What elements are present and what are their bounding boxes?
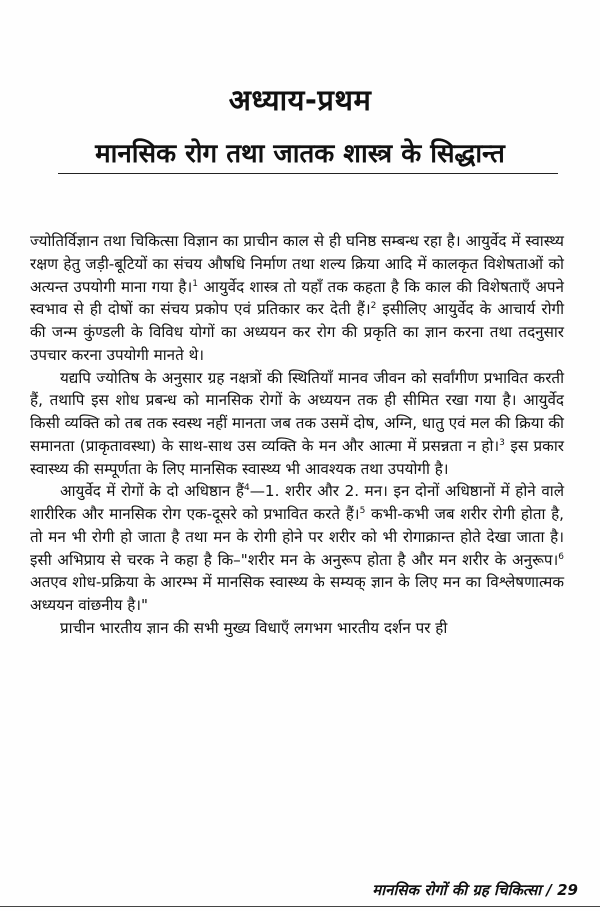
paragraph-3 xyxy=(30,480,564,617)
footnote-ref: 5 xyxy=(359,505,366,516)
footnote-ref: 1 xyxy=(192,278,198,289)
paragraph-text: —1. शरीर और 2. मन। इन दोनों अधिष्ठानों में होने वाले शारीरिक और मानसिक रोग एक-दूसरे को प्रभावित करते हैं। xyxy=(30,482,564,523)
paragraph-text: अतएव शोध-प्रक्रिया के आरम्भ में मानसिक स्वास्थ्य के सम्यक् ज्ञान के लिए मन का विश्लेषणात्मक अध्ययन वांछनीय है।" xyxy=(30,573,564,614)
paragraph-text: इसीलिए आयुर्वेद के आचार्य रोगी की जन्म कुंण्डली के विविध योगों का अध्ययन कर रोग की प्रकृति का ज्ञान करना तथा तदनुसार उपचार करना उपयोगी मानते थे। xyxy=(30,300,565,364)
title-underline xyxy=(58,173,558,174)
chapter-title: मानसिक रोग तथा जातक शास्त्र के सिद्धान्त xyxy=(95,139,505,169)
paragraph-text: ज्योतिर्विज्ञान तथा चिकित्सा विज्ञान का प्राचीन काल से ही घनिष्ठ सम्बन्ध रहा है। आयुर्वेद में स्वास्थ्य रक्षण हेतु जड़ी-बूटियों का संचय औषधि निर्माण तथा शल्य क्रिया आदि में कालकृत विशेषताओं को अत्यन्त उपयोगी माना गया है। xyxy=(30,232,564,296)
paragraph-2 xyxy=(30,367,564,481)
paragraph-text: इस प्रकार स्वास्थ्य की सम्पूर्णता के लिए मानसिक स्वास्थ्य भी आवश्यक तथा उपयोगी है। xyxy=(30,436,564,478)
running-footer: मानसिक रोगों की ग्रह चिकित्सा / 29 xyxy=(372,881,578,899)
footnote-ref: 3 xyxy=(499,437,505,448)
footer-rule xyxy=(0,906,600,907)
paragraph-text: यद्यपि ज्योतिष के अनुसार ग्रह नक्षत्रों की स्थितियाँ मानव जीवन को सर्वांगीण प्रभावित करती हैं, तथापि इस शोध प्रबन्ध को मानसिक रोगों के अध्ययन तक ही सीमित रखा गया है। आयुर्वेद किसी व्यक्ति को तब तक स्वस्थ नहीं मानता जब तक उसमें दोष, अग्नि, धातु एवं मल की क्रिया की समानता (प्राकृतावस्था) के साथ-साथ उस व्यक्ति के मन और आत्मा में प्रसन्नता न हो। xyxy=(30,368,564,455)
paragraph-text: कभी-कभी जब शरीर रोगी होता है, तो मन भी रोगी हो जाता है तथा मन के रोगी होने पर शरीर को भी रोगाक्रान्त होते देखा जाता है। इसी अभिप्राय से चरक ने कहा है कि–"शरीर मन के अनुरूप होता है और मन शरीर के अनुरूप। xyxy=(30,505,565,569)
paragraph-1 xyxy=(30,230,564,367)
paragraph-text: आयुर्वेद शास्त्र तो यहाँ तक कहता है कि काल की विशेषताएँ अपने स्वभाव से ही दोषों का संचय प्रकोप एवं प्रतिकार कर देती हैं। xyxy=(30,277,564,319)
paragraph-4: प्राचीन भारतीय ज्ञान की सभी मुख्य विधाएँ लगभग भारतीय दर्शन पर ही xyxy=(60,618,448,637)
paragraph-text: आयुर्वेद में रोगों के दो अधिष्ठान हैं xyxy=(60,482,244,501)
footnote-ref: 2 xyxy=(370,301,377,312)
chapter-label: अध्याय-प्रथम xyxy=(228,83,372,117)
footnote-ref: 4 xyxy=(243,483,250,494)
footnote-ref: 6 xyxy=(558,551,564,562)
body-text xyxy=(30,230,564,640)
